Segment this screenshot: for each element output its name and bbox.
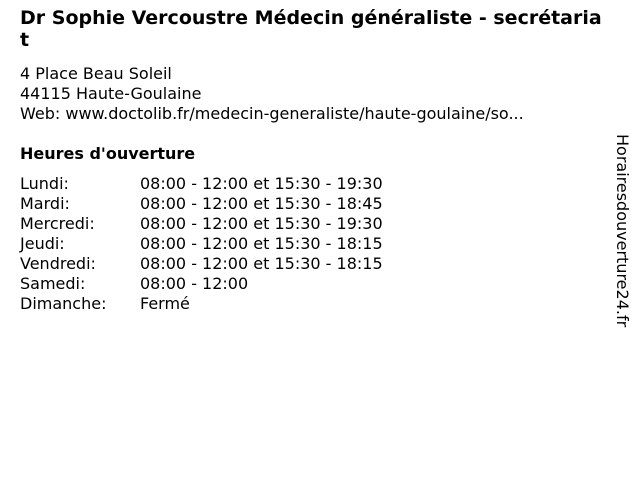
day-label: Lundi: — [20, 174, 69, 193]
hours-row-saturday — [20, 274, 383, 294]
time-value: 08:00 - 12:00 et 15:30 - 18:15 — [140, 234, 383, 253]
day-label: Mercredi: — [20, 214, 95, 233]
day-label: Dimanche: — [20, 294, 107, 313]
time-value: 08:00 - 12:00 et 15:30 - 18:15 — [140, 254, 383, 273]
time-value: Fermé — [140, 294, 190, 313]
hours-row-wednesday — [20, 214, 383, 234]
address-block — [20, 64, 524, 124]
page-title: Dr Sophie Vercoustre Médecin généraliste - secrétariat — [20, 7, 602, 51]
day-label: Mardi: — [20, 194, 70, 213]
hours-row-thursday — [20, 234, 383, 254]
hours-row-sunday — [20, 294, 383, 314]
day-label: Samedi: — [20, 274, 86, 293]
hours-row-tuesday — [20, 194, 383, 214]
time-value: 08:00 - 12:00 et 15:30 - 19:30 — [140, 174, 383, 193]
time-value: 08:00 - 12:00 — [140, 274, 249, 293]
opening-hours-heading: Heures d'ouverture — [20, 144, 196, 163]
hours-row-friday — [20, 254, 383, 274]
hours-row-monday — [20, 174, 383, 194]
time-value: 08:00 - 12:00 et 15:30 - 18:45 — [140, 194, 383, 213]
day-label: Jeudi: — [20, 234, 65, 253]
opening-hours-list — [20, 174, 383, 314]
city-address: 44115 Haute-Goulaine — [20, 84, 202, 103]
day-label: Vendredi: — [20, 254, 96, 273]
time-value: 08:00 - 12:00 et 15:30 - 19:30 — [140, 214, 383, 233]
website-link[interactable]: Web: www.doctolib.fr/medecin-generaliste/haute-goulaine/so... — [20, 104, 524, 123]
site-brand-watermark: Horairesdouverture24.fr — [613, 134, 632, 328]
street-address: 4 Place Beau Soleil — [20, 64, 172, 83]
